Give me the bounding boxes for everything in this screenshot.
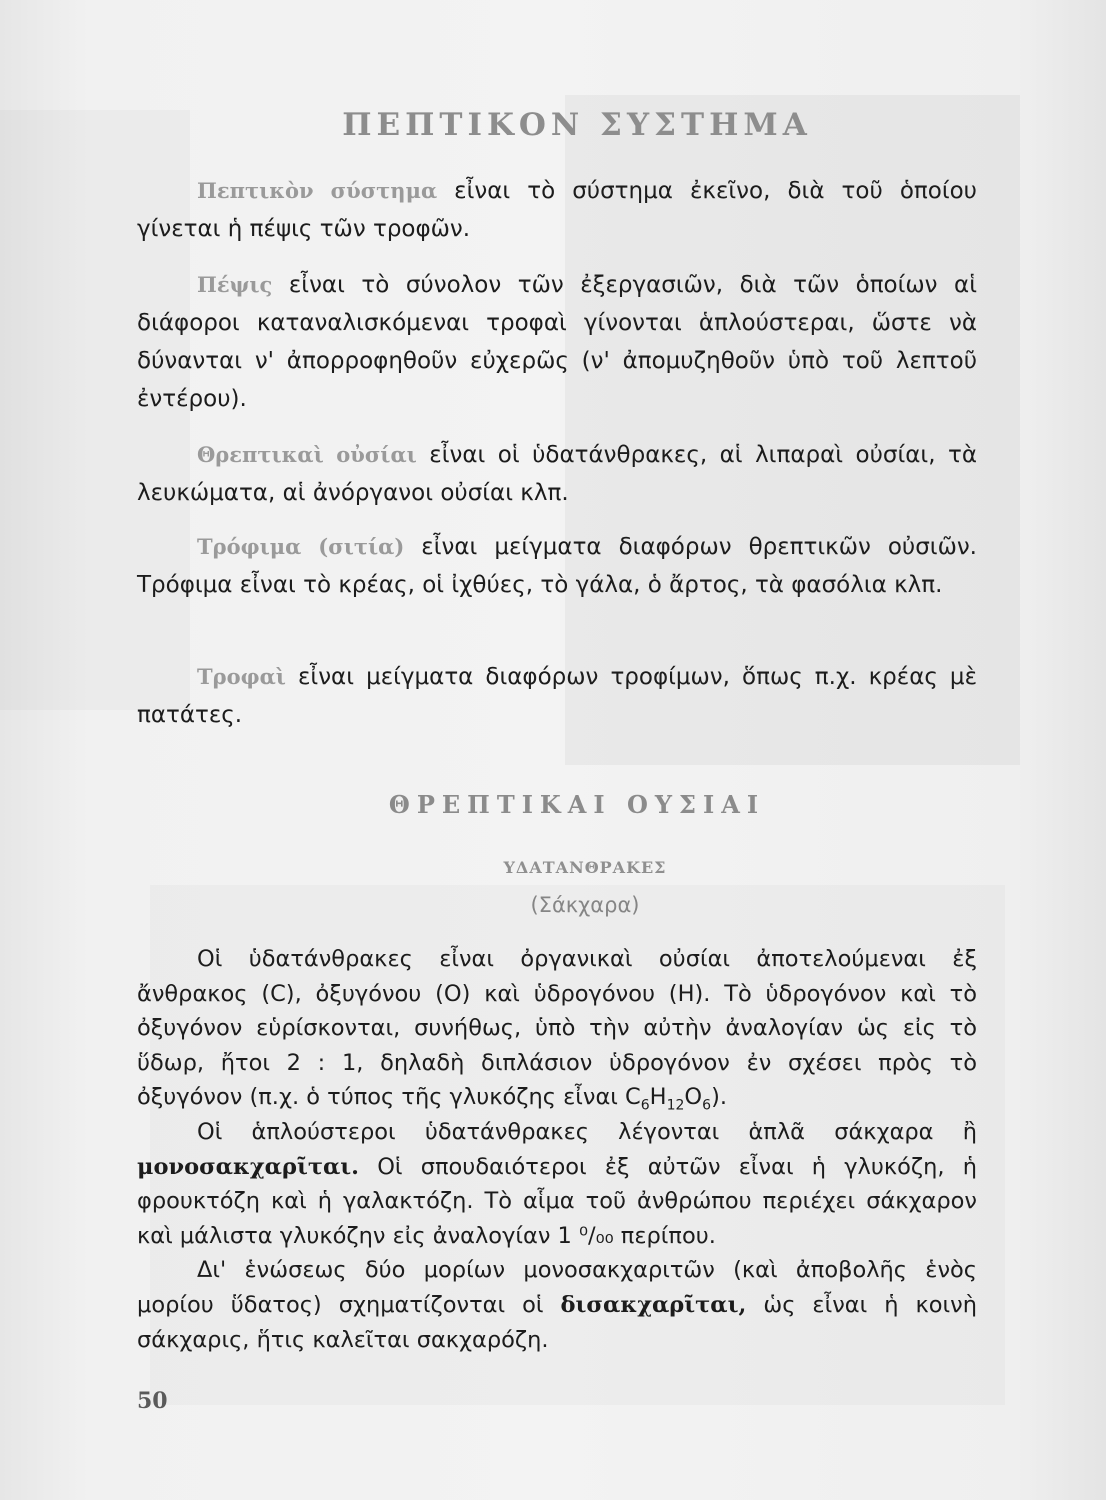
definition-paragraph bbox=[137, 266, 977, 418]
subsection-title: ΥΔΑΤΑΝΘΡΑΚΕΣ bbox=[503, 858, 667, 877]
definition-term: Πέψις bbox=[197, 272, 273, 297]
disaccharides-paragraph: Δι' ἑνώσεως δύο μορίων μονοσακχαριτῶν (καὶ ἀποβολῆς ἑνὸς μορίου ὕδατος) σχηματίζονται οἱ δισακχαρῖται, ὡς εἶναι ἡ κοινὴ σάκχαρις, ἥτις καλεῖται σακχαρόζη. bbox=[137, 1257, 977, 1353]
definition-text: εἶναι μείγματα διαφόρων τροφίμων, ὅπως π.χ. κρέας μὲ πατάτες. bbox=[137, 664, 977, 728]
carbohydrates-paragraph: Οἱ ὑδατάνθρακες εἶναι ὀργανικαὶ οὐσίαι ἀποτελούμεναι ἐξ ἄνθρακος (C), ὀξυγόνου (O) καὶ ὑδρογόνου (H). Τὸ ὑδρογόνον καὶ τὸ ὀξυγόνον εὑρίσκονται, συνήθως, ὑπὸ τὴν αὐτὴν ἀναλογίαν ὡς εἰς τὸ ὕδωρ, ἤτοι 2 : 1, δηλαδὴ διπλάσιον ὑδρογόνον ἐν σχέσει πρὸς τὸ ὀξυγόνον (π.χ. ὁ τύπος τῆς γλυκόζης εἶναι $C_6H_{12}O_6$). bbox=[137, 946, 977, 1114]
section-title-nutrients: ΘΡΕΠΤΙΚΑΙ ΟΥΣΙΑΙ bbox=[388, 790, 766, 819]
definition-paragraph bbox=[137, 658, 977, 734]
definition-text: εἶναι τὸ σύνολον τῶν ἐξεργασιῶν, διὰ τῶν ὁποίων αἱ διάφοροι καταναλισκόμεναι τροφαὶ γίνονται ἁπλούστεραι, ὥστε νὰ δύνανται ν' ἀπορροφηθοῦν εὐχερῶς (ν' ἀπομυζηθοῦν ὑπὸ τοῦ λεπτοῦ ἐντέρου). bbox=[137, 272, 977, 412]
bold-term: μονοσακχαρῖται. bbox=[137, 1153, 360, 1180]
definition-paragraph bbox=[137, 172, 977, 248]
definition-paragraph bbox=[137, 528, 977, 604]
definition-text: εἶναι τὸ σύστημα ἐκεῖνο, διὰ τοῦ ὁποίου γίνεται ἡ πέψις τῶν τροφῶν. bbox=[137, 178, 977, 242]
definition-term: Τρόφιμα (σιτία) bbox=[197, 534, 405, 559]
carbohydrates-text bbox=[137, 942, 977, 1357]
definition-term: Θρεπτικαὶ οὐσίαι bbox=[197, 442, 417, 467]
section-title: ΠΕΠΤΙΚΟΝ ΣΥΣΤΗΜΑ bbox=[342, 107, 812, 143]
definition-text: εἶναι μείγματα διαφόρων θρεπτικῶν οὐσιῶν. Τρόφιμα εἶναι τὸ κρέας, οἱ ἰχθύες, τὸ γάλα, ὁ ἄρτος, τὰ φασόλια κλπ. bbox=[137, 534, 977, 598]
definition-text: εἶναι οἱ ὑδατάνθρακες, αἱ λιπαραὶ οὐσίαι, τὰ λευκώματα, αἱ ἀνόργανοι οὐσίαι κλπ. bbox=[137, 442, 977, 506]
subsection-subtitle: (Σάκχαρα) bbox=[530, 893, 640, 917]
definition-term: Πεπτικὸν σύστημα bbox=[197, 178, 438, 203]
bold-term: δισακχαρῖται, bbox=[560, 1291, 747, 1318]
definition-term: Τροφαὶ bbox=[197, 664, 286, 689]
page-number: 50 bbox=[137, 1388, 168, 1414]
monosaccharides-paragraph: Οἱ ἁπλούστεροι ὑδατάνθρακες λέγονται ἁπλᾶ σάκχαρα ἢ μονοσακχαρῖται. Οἱ σπουδαιότεροι ἐξ αὐτῶν εἶναι ἡ γλυκόζη, ἡ φρουκτόζη καὶ ἡ γαλακτόζη. Τὸ αἷμα τοῦ ἀνθρώπου περιέχει σάκχαρον καὶ μάλιστα γλυκόζην εἰς ἀναλογίαν 1 ⁰/₀₀ περίπου. bbox=[137, 1118, 977, 1249]
page-content bbox=[137, 100, 977, 1353]
definition-paragraph bbox=[137, 436, 977, 512]
